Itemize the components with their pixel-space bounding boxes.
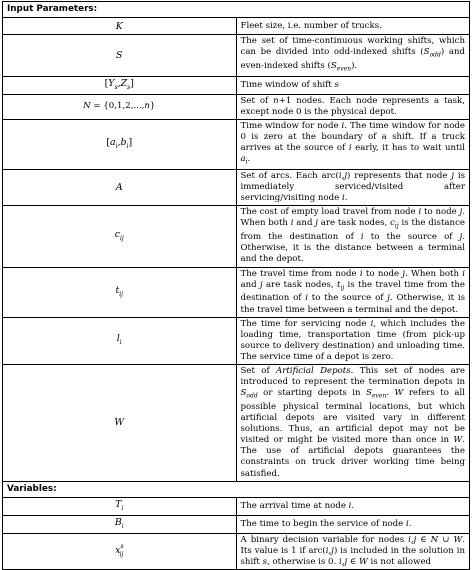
symbol-cell: S [3,35,237,77]
symbol-cell: $c_{ij}$ [3,206,237,267]
table-row [3,170,470,206]
table-row [3,206,470,267]
symbol-cell: K [3,18,237,35]
table-row [3,515,470,533]
table-row [3,533,470,569]
table-row [3,317,470,364]
table-row [3,94,470,119]
symbol-cell: $B_i$ [3,515,237,533]
table-row [3,76,470,94]
description-cell: The set of time-continuous working shifts, which can be divided into odd-indexed shifts $(S_{odd})$ and even-indexed shifts $(S_{even})$. [236,35,470,77]
notation-table-wrapper [2,1,470,570]
description-cell: Set of arcs. Each arc(i,j) represents that node j is immediately serviced/visited after servicing/visiting node i. [236,170,470,206]
section-header-row [3,2,470,18]
description-cell: Set of n+1 nodes. Each node represents a task, except node 0 is the physical depot. [236,94,470,119]
symbol-cell: $x^s_{ij}$ [3,533,237,569]
symbol-cell: $l_i$ [3,317,237,364]
description-cell: Fleet size, i.e. number of trucks. [236,18,470,35]
description-cell: Set of Artificial Depots. This set of nodes are introduced to represent the termination depots in $S_{odd}$ or starting depots in $S_{even}$. W refers to all possible physical terminal locations, but which artificial depots are visited vary in different solutions. Thus, an artificial depot may not be visited or might be visited more than once in W. The use of artificial depots guarantees the constraints on truck driver working time being satisfied. [236,365,470,482]
section-header-row [3,481,470,497]
symbol-cell: W [3,365,237,482]
table-row [3,497,470,515]
table-row [3,18,470,35]
symbol-cell: $[Y_s,Z_s]$ [3,76,237,94]
description-cell: A binary decision variable for nodes i,j ∈ N ∪ W. Its value is 1 if arc(i,j) is included in the solution in shift s, otherwise is 0. i,j ∈ W is not allowed [236,533,470,569]
section-header-variables: Variables: [3,481,470,497]
description-cell: The time to begin the service of node i. [236,515,470,533]
table-row [3,35,470,77]
table-row [3,119,470,169]
description-cell: The arrival time at node i. [236,497,470,515]
table-row [3,267,470,317]
description-cell: Time window of shift s [236,76,470,94]
description-cell: The travel time from node i to node j. When both i and j are task nodes, $t_{ij}$ is the travel time from the destination of i to the source of j. Otherwise, it is the travel time between a terminal and the depot. [236,267,470,317]
symbol-cell: N = {0,1,2,...,n} [3,94,237,119]
symbol-cell: $T_i$ [3,497,237,515]
symbol-cell: $t_{ij}$ [3,267,237,317]
table-row [3,365,470,482]
section-header-input-parameters: Input Parameters: [3,2,470,18]
notation-table [2,1,470,570]
symbol-cell: A [3,170,237,206]
description-cell: Time window for node i. The time window for node 0 is zero at the boundary of a shift. If a truck arrives at the source of i early, it has to wait until $a_i$. [236,119,470,169]
description-cell: The time for servicing node i, which includes the loading time, transportation time (from pick-up source to delivery destination) and unloading time. The service time of a depot is zero. [236,317,470,364]
symbol-cell: $[a_i,b_i]$ [3,119,237,169]
description-cell: The cost of empty load travel from node i to node j. When both i and j are task nodes, $c_{ij}$ is the distance from the destination of i to the source of j. Otherwise, it is the distance between a terminal and the depot. [236,206,470,267]
